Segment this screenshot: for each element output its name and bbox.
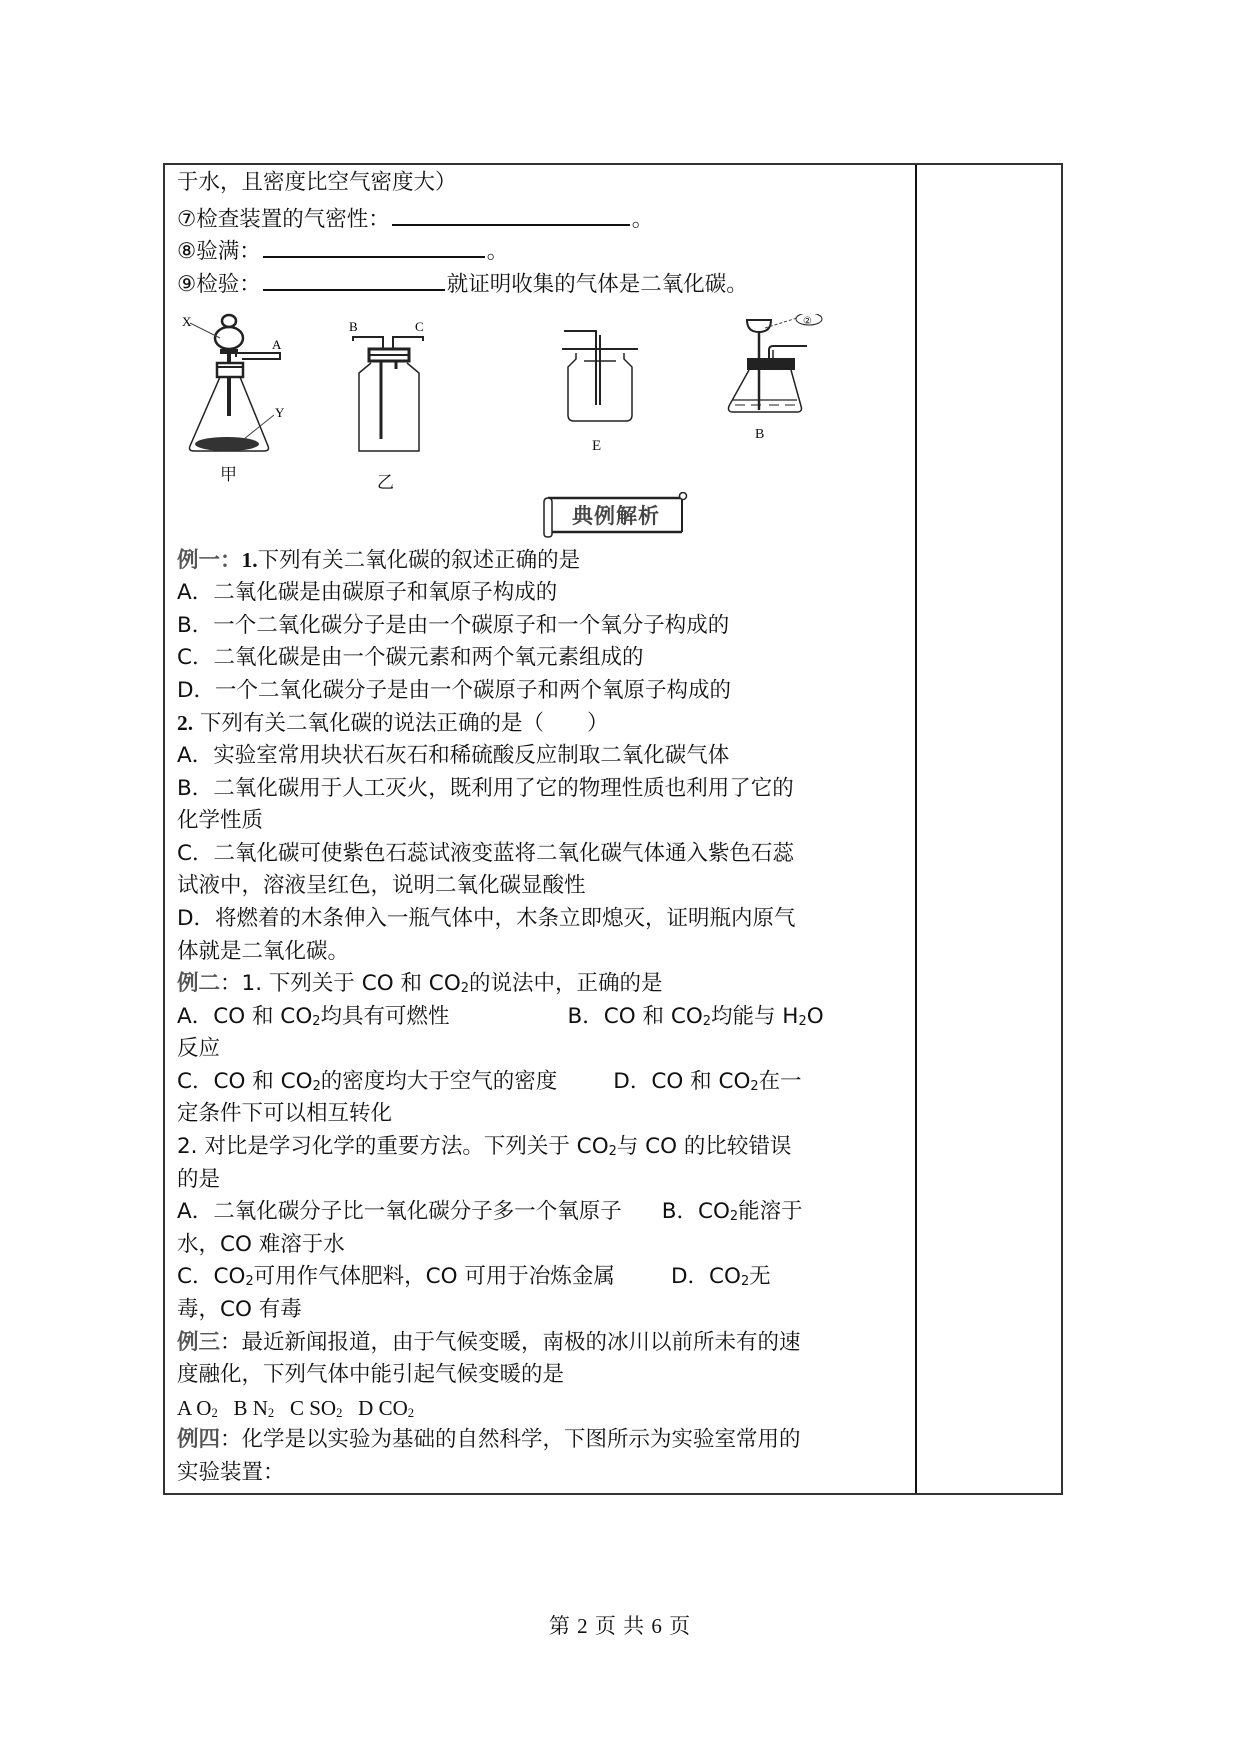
- intro-line: 于水，且密度比空气密度大）: [177, 170, 457, 195]
- example1-q1-option-b: B．一个二氧化碳分子是由一个碳原子和一个氧分子构成的: [177, 612, 730, 638]
- apparatus-b-flask-icon: [725, 314, 835, 443]
- example1-q2-option-b-cont: 化学性质: [177, 808, 264, 834]
- example3-options: [177, 1392, 907, 1425]
- svg-text:C: C: [415, 319, 424, 335]
- apparatus-figures: [177, 311, 907, 493]
- example2-q1-options-cd: C．CO 和 $CO_2$的密度均大于空气的密度 D．CO 和 $CO_2$在一: [177, 1068, 802, 1094]
- example1-q2-option-d: D．将燃着的木条伸入一瓶气体中，木条立即熄灭，证明瓶内原气: [177, 905, 796, 931]
- example3-stem-cont: 度融化，下列气体中能引起气候变暖的是: [177, 1362, 565, 1388]
- svg-text:A: A: [272, 337, 282, 353]
- figure-caption-e: E: [592, 438, 602, 455]
- example2-q2-option-d-cont: 毒，CO 有毒: [177, 1297, 302, 1323]
- example1-q1-stem: 例一：1.下列有关二氧化碳的叙述正确的是: [177, 548, 581, 574]
- example3-label: 例三: [177, 1329, 221, 1355]
- section-title: 典例解析: [572, 504, 660, 529]
- apparatus-jia-flask-icon: [182, 311, 292, 485]
- example1-q1-option-c: C．二氧化碳是由一个碳元素和两个氧元素组成的: [177, 645, 644, 671]
- figure-caption-yi: 乙: [377, 473, 394, 493]
- example2-q2-options-cd: C．$CO_2$可用作气体肥料，CO 可用于冶炼金属 D．$CO_2$无: [177, 1264, 771, 1290]
- notes-cell: [917, 165, 1061, 1493]
- example2-q1-option-d-cont: 定条件下可以相互转化: [177, 1101, 393, 1127]
- item-8: ⑧验满： 。: [177, 232, 907, 265]
- answer-blank-9[interactable]: [263, 265, 445, 291]
- example1-q2-option-b: B．二氧化碳用于人工灭火，既利用了它的物理性质也利用了它的: [177, 775, 794, 801]
- svg-text:②: ②: [803, 316, 812, 328]
- example3-option-b: B $N_2$: [233, 1395, 275, 1420]
- section-banner-wrap: [177, 486, 907, 544]
- example1-q1-option-d: D．一个二氧化碳分子是由一个碳原子和两个氧原子构成的: [177, 677, 732, 703]
- example2-q1-option-b-cont: 反应: [177, 1036, 221, 1062]
- svg-text:Y: Y: [275, 405, 285, 421]
- section-banner-scroll-icon: [542, 492, 690, 538]
- example1-label: 例一：: [177, 548, 242, 574]
- worksheet-table: [163, 163, 1063, 1495]
- apparatus-e-collection-bottle-icon: [562, 327, 642, 455]
- example1-q2-option-a: A．实验室常用块状石灰石和稀硫酸反应制取二氧化碳气体: [177, 742, 730, 768]
- item-7: ⑦检查装置的气密性： 。: [177, 200, 907, 233]
- example2-label: 例二: [177, 971, 221, 997]
- example4-label: 例四: [177, 1427, 221, 1453]
- example1-q2-stem: 2. 下列有关二氧化碳的说法正确的是（ ）: [177, 711, 609, 737]
- example2-q2-options-ab: A．二氧化碳分子比一氧化碳分子多一个氧原子 B．$CO_2$能溶于: [177, 1199, 803, 1225]
- answer-blank-7[interactable]: [392, 200, 630, 226]
- example2-q2-stem: 2. 对比是学习化学的重要方法。下列关于 $CO_2$与 CO 的比较错误: [177, 1134, 792, 1160]
- svg-text:X: X: [182, 314, 192, 330]
- page-footer: 第 2 页 共 6 页: [548, 1614, 692, 1638]
- figure-caption-b: B: [755, 427, 765, 443]
- example3-stem: 例三：最近新闻报道，由于气候变暖，南极的冰川以前所未有的速: [177, 1329, 801, 1355]
- apparatus-yi-bottle-icon: [349, 319, 429, 493]
- example1-q2-option-c-cont: 试液中，溶液呈红色，说明二氧化碳显酸性: [177, 873, 586, 899]
- example3-option-a: A $O_2$: [177, 1395, 218, 1420]
- example2-q1-stem: 例二：1. 下列关于 CO 和 $CO_2$的说法中，正确的是: [177, 971, 663, 997]
- example1-q2-option-d-cont: 体就是二氧化碳。: [177, 938, 350, 964]
- example2-q1-options-ab: A．CO 和 $CO_2$均具有可燃性 B．CO 和 $CO_2$均能与 $H_2O$: [177, 1003, 824, 1029]
- item-9: ⑨检验： 就证明收集的气体是二氧化碳。: [177, 265, 907, 298]
- example4-stem: 例四：化学是以实验为基础的自然科学，下图所示为实验室常用的: [177, 1427, 801, 1453]
- example3-option-d: D $CO_2$: [358, 1395, 415, 1420]
- answer-blank-8[interactable]: [263, 232, 485, 258]
- example4-stem-cont: 实验装置：: [177, 1460, 285, 1485]
- svg-text:B: B: [349, 319, 358, 335]
- example2-q2-stem-cont: 的是: [177, 1166, 221, 1192]
- example1-q2-option-c: C．二氧化碳可使紫色石蕊试液变蓝将二氧化碳气体通入紫色石蕊: [177, 840, 795, 866]
- example3-option-c: C $SO_2$: [289, 1395, 343, 1420]
- main-cell: [177, 167, 907, 1490]
- example2-q2-option-b-cont: 水，CO 难溶于水: [177, 1231, 345, 1257]
- figure-caption-jia: 甲: [220, 465, 237, 485]
- example1-q1-option-a: A．二氧化碳是由碳原子和氧原子构成的: [177, 579, 558, 605]
